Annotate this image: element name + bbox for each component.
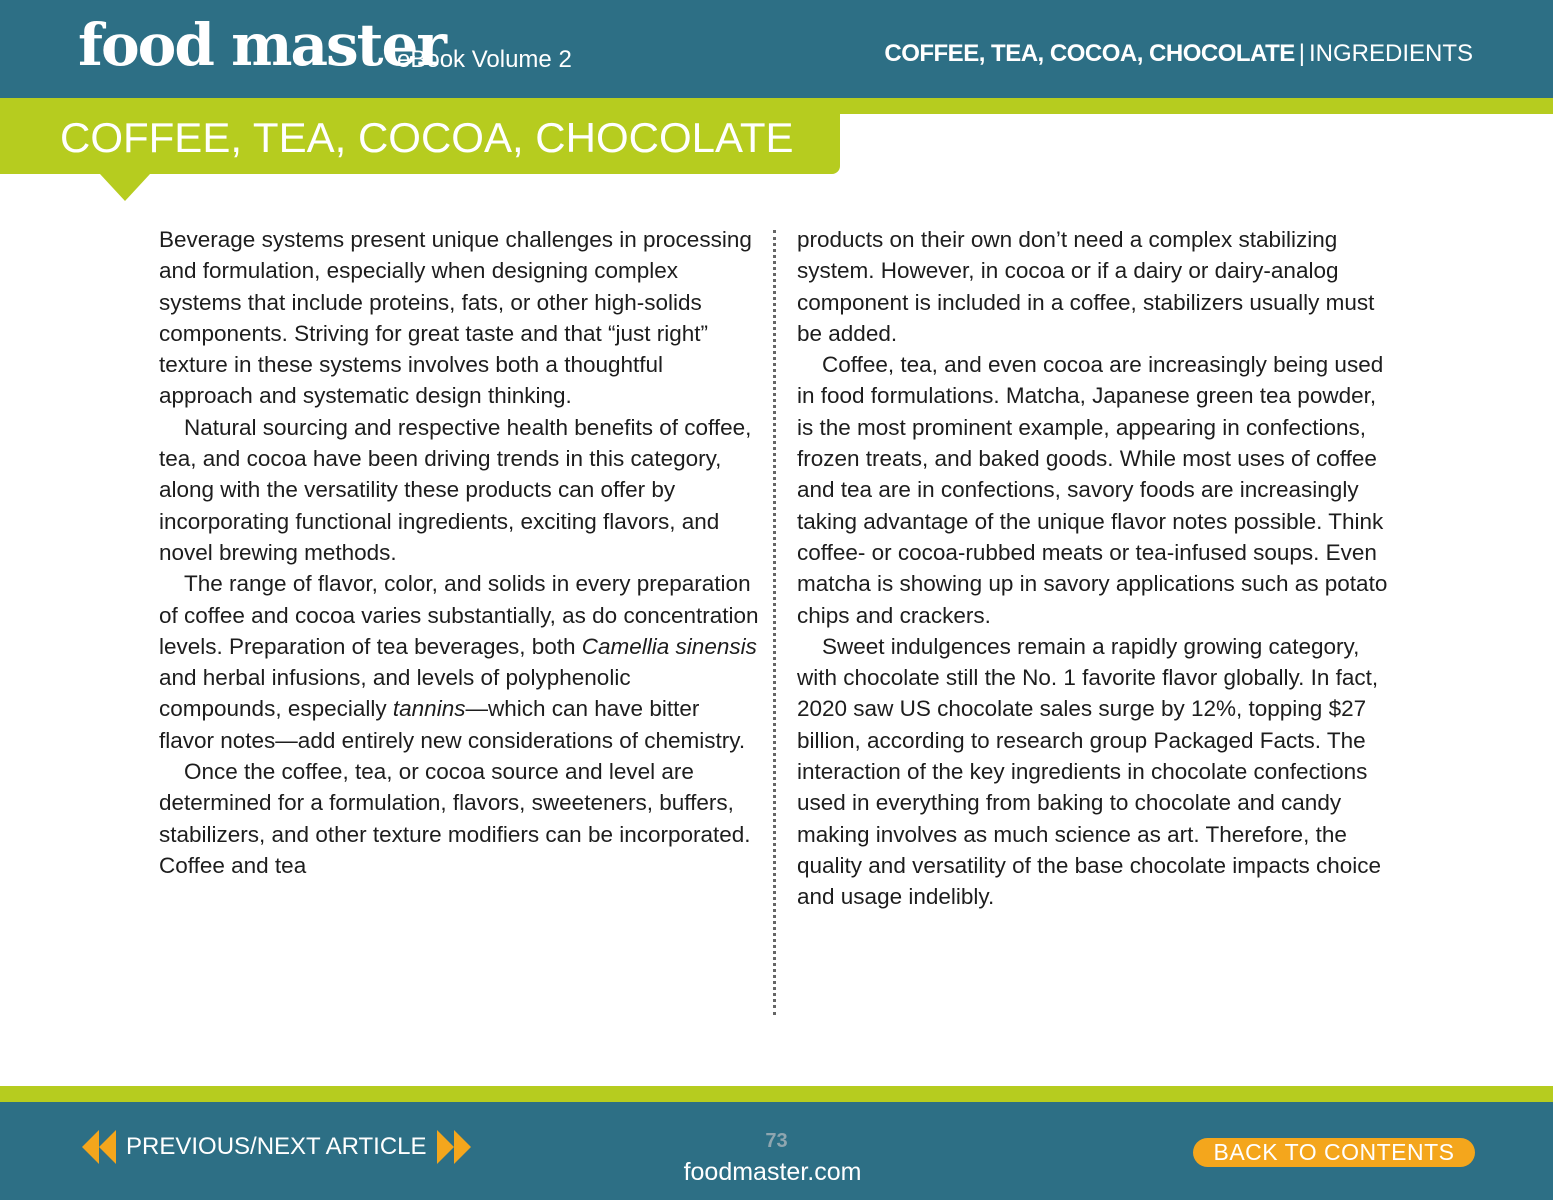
article-column-left	[159, 224, 759, 881]
paragraph-text: The range of flavor, color, and solids in every preparation of coffee and cocoa varies substantially, as do concentration levels. Preparation of tea beverages, both	[159, 571, 759, 659]
prev-next-label[interactable]: PREVIOUS/NEXT ARTICLE	[126, 1133, 427, 1160]
paragraph: Sweet indulgences remain a rapidly growing category, with chocolate still the No. 1 favorite flavor globally. In fact, 2020 saw US chocolate sales surge by 12%, topping $27 billion, according to research group Packaged Facts. The interaction of the key ingredients in chocolate confections used in everything from baking to chocolate and candy making involves as much science as art. Therefore, the quality and versatility of the base chocolate impacts choice and usage indelibly.	[797, 633, 1382, 910]
paragraph-text: —which can have bitter flavor notes—add entirely new considerations of chemistry.	[159, 696, 746, 753]
brand-logo: food master	[78, 11, 445, 79]
section-sub: INGREDIENTS	[1308, 40, 1473, 67]
paragraph: Beverage systems present unique challenges in processing and formulation, especially when designing complex systems that include proteins, fats, or other high-solids components. Striving for great taste and that “just right” texture in these systems involves both a thoughtful approach and systematic design thinking.	[159, 227, 752, 409]
section-label	[884, 38, 1473, 70]
italic-term: tannins	[392, 696, 466, 722]
site-url-link[interactable]: foodmaster.com	[683, 1158, 862, 1186]
edition-label: eBook Volume 2	[397, 46, 572, 73]
article-column-right	[797, 224, 1397, 913]
paragraph: Coffee, tea, and even cocoa are increasingly being used in food formulations. Matcha, Japanese green tea powder, is the most prominent example, appearing in confections, frozen treats, and baked goods. While most uses of coffee and tea are in confections, savory foods are increasingly taking advantage of the unique flavor notes possible. Think coffee- or cocoa-rubbed meats or tea-infused soups. Even matcha is showing up in savory applications such as potato chips and crackers.	[797, 352, 1388, 628]
page-number: 73	[765, 1130, 788, 1152]
italic-term: Camellia sinensis	[581, 633, 757, 659]
title-pointer	[100, 174, 150, 201]
back-to-contents-button[interactable]: BACK TO CONTENTS	[1193, 1138, 1475, 1167]
paragraph	[159, 568, 759, 756]
section-separator: |	[1298, 40, 1305, 67]
footer-accent-bar	[0, 1086, 1553, 1102]
paragraph: Once the coffee, tea, or cocoa source and level are determined for a formulation, flavors, sweeteners, buffers, stabilizers, and other texture modifiers can be incorporated. Coffee and tea	[159, 759, 751, 878]
column-divider	[773, 230, 776, 1015]
page-title: COFFEE, TEA, COCOA, CHOCOLATE	[60, 114, 794, 161]
paragraph: Natural sourcing and respective health benefits of coffee, tea, and cocoa have been driving trends in this category, along with the versatility these products can offer by incorporating functional ingredients, exciting flavors, and novel brewing methods.	[159, 414, 752, 565]
paragraph: products on their own don’t need a complex stabilizing system. However, in cocoa or if a dairy or dairy-analog component is included in a coffee, stabilizers usually must be added.	[797, 227, 1375, 346]
section-main: COFFEE, TEA, COCOA, CHOCOLATE	[884, 40, 1295, 67]
paragraph-text: and herbal infusions, and levels of polyphenolic compounds, especially	[159, 665, 631, 722]
